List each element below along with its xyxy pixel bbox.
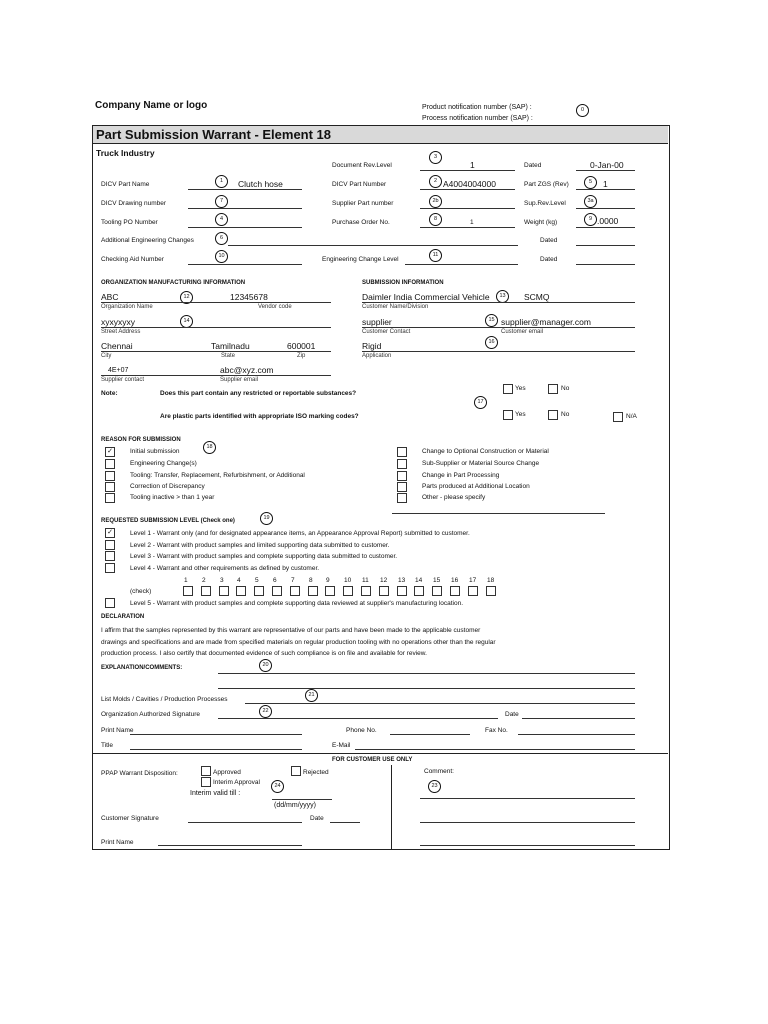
reason-right-3: Change in Part Processing	[422, 472, 500, 479]
callout-4: 4	[215, 213, 228, 226]
org-name-value: ABC	[101, 292, 119, 302]
customer-signature-label: Customer Signature	[101, 815, 159, 822]
callout-19: 19	[260, 512, 273, 525]
org-name-label: Organization Name	[101, 304, 153, 310]
level3-checkbox[interactable]	[105, 551, 115, 561]
reason-left-5: Tooling inactive > than 1 year	[130, 494, 215, 501]
reason-heading: REASON FOR SUBMISSION	[101, 437, 181, 443]
vendor-value: 12345678	[230, 292, 268, 302]
requirement-checkbox[interactable]	[325, 586, 335, 596]
email-label: E-Mail	[332, 742, 351, 749]
callout-23: 23	[428, 780, 441, 793]
molds-label: List Molds / Cavities / Production Processes	[101, 696, 228, 703]
level2-checkbox[interactable]	[105, 540, 115, 550]
requirement-number: 7	[291, 577, 295, 584]
requirement-number: 1	[184, 577, 188, 584]
declaration-heading: DECLARATION	[101, 614, 145, 620]
requirement-checkbox[interactable]	[290, 586, 300, 596]
street-label: Street Address	[101, 329, 141, 335]
requirement-number: 14	[415, 577, 423, 584]
reason-processing-checkbox[interactable]	[397, 471, 407, 481]
callout-20: 20	[259, 659, 272, 672]
requirement-number: 18	[487, 577, 495, 584]
vendor-label: Vendor code	[258, 304, 292, 310]
eng-change-label: Engineering Change Level	[322, 256, 399, 263]
callout-16: 16	[485, 336, 498, 349]
requirement-checkbox[interactable]	[219, 586, 229, 596]
requirement-checkbox[interactable]	[183, 586, 193, 596]
reason-left-4: Correction of Discrepancy	[130, 483, 205, 490]
industry-label: Truck Industry	[96, 148, 155, 158]
requirement-number: 5	[255, 577, 259, 584]
substances-no-label: No	[561, 385, 570, 392]
reason-left-3: Tooling: Transfer, Replacement, Refurbishment, or Additional	[130, 472, 305, 479]
declaration-line-3: production process. I also certify that documented evidence of such compliance is on file and available for review.	[101, 650, 427, 657]
checking-label: Checking Aid Number	[101, 256, 164, 263]
requirement-checkbox[interactable]	[468, 586, 478, 596]
requirement-checkbox[interactable]	[272, 586, 282, 596]
callout-8: 8	[429, 213, 442, 226]
iso-yes-checkbox[interactable]	[503, 410, 513, 420]
level-4: Level 4 - Warrant and other requirements as defined by customer.	[130, 565, 320, 572]
requirement-checkbox[interactable]	[450, 586, 460, 596]
reason-optional-checkbox[interactable]	[397, 447, 407, 457]
reason-other-checkbox[interactable]	[397, 493, 407, 503]
requirement-checkbox[interactable]	[254, 586, 264, 596]
requirement-number: 12	[380, 577, 388, 584]
requirement-number: 13	[398, 577, 406, 584]
part-number-value: A4004004000	[443, 179, 496, 189]
company-name: Company Name or logo	[95, 100, 208, 111]
declaration-line-2: drawings and specifications and are made from specified materials on regular production tooling with no operations other than the regular	[101, 639, 496, 646]
customer-date-label: Date	[310, 815, 324, 822]
reason-left-2: Engineering Change(s)	[130, 460, 197, 467]
level-heading: REQUESTED SUBMISSION LEVEL (Check one)	[101, 518, 235, 524]
callout-2b: 2b	[429, 195, 442, 208]
note-label: Note:	[101, 390, 118, 397]
city-value: Chennai	[101, 341, 133, 351]
dated-label: Dated	[524, 162, 542, 169]
level-1: Level 1 - Warrant only (and for designated appearance items, an Appearance Approval Report) submitted to customer.	[130, 530, 470, 537]
approved-label: Approved	[213, 769, 241, 776]
city-label: City	[101, 353, 112, 359]
reason-left-1: Initial submission	[130, 448, 180, 455]
po-label: Purchase Order No.	[332, 219, 390, 226]
iso-na-checkbox[interactable]	[613, 412, 623, 422]
add-eng-label: Additional Engineering Changes	[101, 237, 194, 244]
callout-11: 11	[429, 249, 442, 262]
weight-label: Weight (kg)	[524, 219, 558, 226]
requirement-number: 2	[202, 577, 206, 584]
requirement-number: 15	[433, 577, 441, 584]
interim-valid-label: Interim valid till :	[190, 790, 241, 797]
callout-12: 12	[180, 291, 193, 304]
reason-tooling-checkbox[interactable]	[105, 471, 115, 481]
email-value: abc@xyz.com	[220, 365, 274, 375]
zip-label: Zip	[297, 353, 306, 359]
application-value: Rigid	[362, 341, 382, 351]
customer-print-name-label: Print Name	[101, 839, 134, 846]
question-iso: Are plastic parts identified with appropriate ISO marking codes?	[160, 413, 359, 420]
level5-checkbox[interactable]	[105, 598, 115, 608]
requirement-checkbox[interactable]	[486, 586, 496, 596]
reason-engineering-checkbox[interactable]	[105, 459, 115, 469]
requirement-number: 16	[451, 577, 459, 584]
scmq-value: SCMQ	[524, 292, 550, 302]
callout-18: 18	[203, 441, 216, 454]
callout-15: 15	[485, 314, 498, 327]
requirement-checkbox[interactable]	[308, 586, 318, 596]
email-label: Supplier email	[220, 377, 259, 383]
street-value: xyxyxyxy	[101, 317, 135, 327]
application-label: Application	[362, 353, 392, 359]
iso-no-label: No	[561, 411, 570, 418]
reason-correction-checkbox[interactable]	[105, 482, 115, 492]
callout-17: 17	[474, 396, 487, 409]
callout-3: 3	[429, 151, 442, 164]
requirement-checkbox[interactable]	[379, 586, 389, 596]
reason-subsupplier-checkbox[interactable]	[397, 459, 407, 469]
weight-value: .0000	[597, 216, 619, 226]
requirement-checkbox[interactable]	[201, 586, 211, 596]
title-label: Title	[101, 742, 114, 749]
disposition-label: PPAP Warrant Disposition:	[101, 770, 178, 777]
callout-14: 14	[180, 315, 193, 328]
requirement-checkbox[interactable]	[361, 586, 371, 596]
reason-right-2: Sub-Supplier or Material Source Change	[422, 460, 540, 467]
reason-right-4: Parts produced at Additional Location	[422, 483, 530, 490]
eng-dated-label: Dated	[540, 256, 558, 263]
process-notification-label: Process notification number (SAP) :	[422, 115, 533, 122]
requirement-checkbox[interactable]	[414, 586, 424, 596]
callout-6: 6	[215, 232, 228, 245]
level1-checkbox[interactable]: ✓	[105, 528, 115, 538]
declaration-line-1: I affirm that the samples represented by this warrant are representative of our parts and have been made to the applicable customer	[101, 627, 481, 634]
po-value: 1	[470, 219, 474, 226]
callout-7: 7	[215, 195, 228, 208]
requirement-checkbox[interactable]	[343, 586, 353, 596]
requirement-number: 8	[309, 577, 313, 584]
callout-3a: 3a	[584, 195, 597, 208]
callout-9: 9	[584, 213, 597, 226]
interim-label: Interim Approval	[213, 779, 260, 786]
explanation-label: EXPLANATION/COMMENTS:	[101, 665, 183, 671]
part-name-value: Clutch hose	[238, 179, 283, 189]
form-title: Part Submission Warrant - Element 18	[93, 126, 668, 144]
requirement-number: 3	[220, 577, 224, 584]
sup-rev-label: Sup.Rev.Level	[524, 200, 566, 207]
add-dated-label: Dated	[540, 237, 558, 244]
doc-rev-label: Document Rev.Level	[332, 162, 392, 169]
check-label: (check)	[130, 588, 152, 595]
org-heading: ORGANIZATION MANUFACTURING INFORMATION	[101, 280, 246, 286]
requirement-number: 11	[362, 577, 369, 584]
dated-value: 0-Jan-00	[590, 160, 624, 170]
cust-contact-label: Customer Contact	[362, 329, 411, 335]
supplier-pn-label: Supplier Part number	[332, 200, 394, 207]
tooling-label: Tooling PO Number	[101, 219, 158, 226]
org-date-label: Date	[505, 711, 519, 718]
substances-no-checkbox[interactable]	[548, 384, 558, 394]
product-notification-label: Product notification number (SAP) :	[422, 104, 532, 111]
reason-right-5: Other - please specify	[422, 494, 486, 501]
level-5: Level 5 - Warrant with product samples and complete supporting data reviewed at supplier's manufacturing location.	[130, 600, 464, 607]
substances-yes-checkbox[interactable]	[503, 384, 513, 394]
sub-heading: SUBMISSION INFORMATION	[362, 280, 444, 286]
zip-value: 600001	[287, 341, 316, 351]
requirement-number: 6	[273, 577, 277, 584]
cust-email-value: supplier@manager.com	[501, 317, 591, 327]
callout-10: 10	[215, 250, 228, 263]
callout-21: 21	[305, 689, 318, 702]
requirement-number: 9	[326, 577, 330, 584]
reason-right-1: Change to Optional Construction or Material	[422, 448, 549, 455]
cust-email-label: Customer email	[501, 329, 544, 335]
fax-label: Fax No.	[485, 727, 508, 734]
level-2: Level 2 - Warrant with product samples and limited supporting data submitted to customer.	[130, 542, 390, 549]
requirement-checkbox[interactable]	[432, 586, 442, 596]
callout-0: 0	[576, 104, 589, 117]
interim-checkbox[interactable]	[201, 777, 211, 787]
callout-1: 1	[215, 175, 228, 188]
level4-checkbox[interactable]	[105, 563, 115, 573]
rejected-label: Rejected	[303, 769, 329, 776]
approved-checkbox[interactable]	[201, 766, 211, 776]
contact-value: 4E+07	[108, 367, 129, 374]
rejected-checkbox[interactable]	[291, 766, 301, 776]
question-substances: Does this part contain any restricted or reportable substances?	[160, 390, 357, 397]
org-signature-label: Organization Authorized Signature	[101, 711, 201, 718]
requirement-number: 17	[469, 577, 477, 584]
state-label: State	[221, 353, 236, 359]
comment-label: Comment:	[424, 768, 454, 775]
customer-value: Daimler India Commercial Vehicle	[362, 292, 490, 302]
doc-rev-value: 1	[470, 160, 475, 170]
requirement-number: 10	[344, 577, 352, 584]
substances-yes-label: Yes	[515, 385, 526, 392]
callout-5: 5	[584, 176, 597, 189]
zgs-value: 1	[603, 179, 608, 189]
requirement-number: 4	[237, 577, 241, 584]
customer-label: Customer Name/Division	[362, 304, 429, 310]
callout-22: 22	[259, 705, 272, 718]
date-format-hint: (dd/mm/yyyy)	[274, 802, 316, 809]
zgs-label: Part ZGS (Rev)	[524, 181, 569, 188]
part-number-label: DICV Part Number	[332, 181, 387, 188]
reason-initial-checkbox[interactable]: ✓	[105, 447, 115, 457]
customer-use-heading: FOR CUSTOMER USE ONLY	[332, 757, 413, 763]
requirement-checkbox[interactable]	[236, 586, 246, 596]
iso-na-label: N/A	[626, 413, 637, 420]
contact-label: Supplier contact	[101, 377, 145, 383]
cust-contact-value: supplier	[362, 317, 392, 327]
callout-2: 2	[429, 175, 442, 188]
requirement-checkbox[interactable]	[397, 586, 407, 596]
reason-inactive-checkbox[interactable]	[105, 493, 115, 503]
part-name-label: DICV Part Name	[101, 181, 150, 188]
iso-no-checkbox[interactable]	[548, 410, 558, 420]
callout-13: 13	[496, 290, 509, 303]
print-name-label: Print Name	[101, 727, 134, 734]
iso-yes-label: Yes	[515, 411, 526, 418]
state-value: Tamilnadu	[211, 341, 250, 351]
level-3: Level 3 - Warrant with product samples and complete supporting data submitted to customer.	[130, 553, 398, 560]
callout-24: 24	[271, 780, 284, 793]
reason-location-checkbox[interactable]	[397, 482, 407, 492]
drawing-label: DICV Drawing number	[101, 200, 167, 207]
phone-label: Phone No.	[346, 727, 377, 734]
